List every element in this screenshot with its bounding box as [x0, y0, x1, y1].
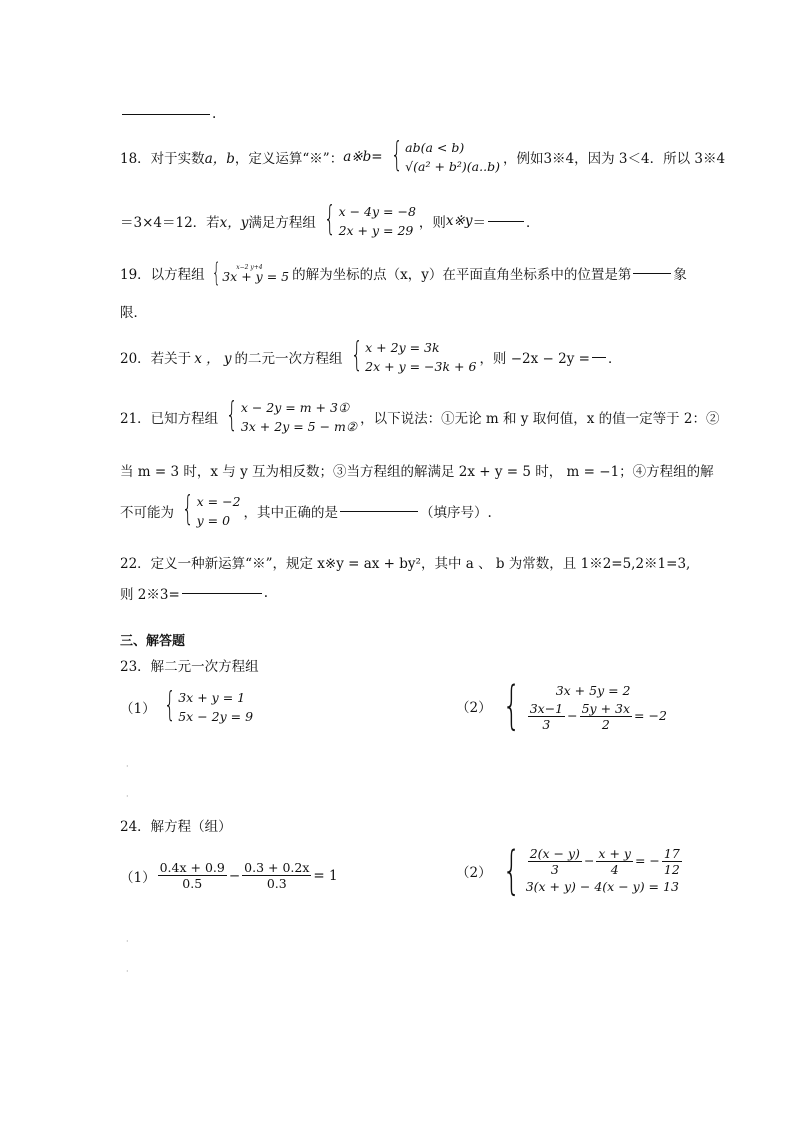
scan-dot: ·	[126, 937, 129, 946]
q20-prefix: 20．若关于	[120, 351, 192, 367]
q24-p2-sys2: 3(x + y) − 4(x − y) = 13	[525, 878, 679, 894]
q24-p2-frac1	[528, 846, 582, 877]
q19-text: 的解为坐标的点（x，y）在平面直角坐标系中的位置是第	[292, 267, 632, 283]
q21-sys2: 3x + 2y = 5 − m②	[240, 419, 358, 434]
q18-case1: ab(a < b)	[405, 140, 465, 155]
q21-line3-c: （填序号）.	[420, 505, 492, 521]
section-heading	[120, 630, 185, 649]
scan-dot: ·	[126, 792, 129, 801]
scan-dot: ·	[126, 762, 129, 771]
q24-p2-num2: x + y	[598, 845, 631, 861]
q21-line2	[120, 460, 714, 480]
q18-line2-d: ＝	[472, 215, 486, 231]
brace-icon: {	[502, 841, 521, 901]
q23-p1-label: （1）	[120, 701, 156, 717]
q24-p2-den3: 12	[663, 861, 680, 877]
q24-p1-num1: 0.4x + 0.9	[159, 860, 225, 875]
q22-line1-text: 22．定义一种新运算“※”，规定 x※y = ax + by²，其中 a 、 b 为常数，且 1※2=5,2※1=3,	[120, 556, 691, 572]
q23-p2-label: （2）	[456, 700, 492, 716]
q24-p2-num3: 17	[663, 845, 680, 861]
q19-line2-text: 限．	[120, 305, 147, 321]
brace-icon: {	[350, 335, 363, 375]
q18-case2: √(a² + b²)(a..b)	[405, 159, 500, 174]
q24-part1	[120, 860, 338, 891]
q17-tail-line	[120, 106, 216, 122]
answer-blank	[122, 113, 210, 115]
answer-blank	[340, 510, 418, 512]
q20-vars: x ， y	[194, 351, 232, 367]
q18-line2-b: 满足方程组	[248, 215, 316, 231]
q18-expr: a※b=	[343, 149, 383, 165]
brace-icon: {	[323, 199, 336, 239]
q23-p2-system	[495, 676, 667, 736]
q23-p2-den2: 2	[601, 716, 610, 732]
q18-piecewise	[386, 135, 500, 176]
q22-line2-a: 则 2※3=	[120, 587, 180, 603]
q23-p2-num1: 3x−1	[529, 700, 564, 716]
brace-icon: {	[211, 258, 221, 288]
q20-line	[120, 335, 622, 376]
q24-p2-frac3	[662, 846, 682, 877]
q20-sys2: 2x + y = −3k + 6	[365, 359, 477, 374]
q21-sys4: y = 0	[196, 513, 231, 528]
answer-blank	[633, 272, 671, 274]
q18-sys1: x − 4y = −8	[338, 204, 416, 219]
q24-p2-minus: −	[583, 853, 595, 868]
q20-system	[346, 335, 477, 376]
q24-p1-den2: 0.3	[266, 876, 287, 891]
q18-line2-c: ，则	[418, 215, 446, 231]
brace-icon: {	[163, 685, 176, 725]
q19-end: 象	[673, 267, 687, 283]
q18-prefix: 18．对于实数	[120, 151, 205, 167]
q23-p2-sys1: 3x + 5y = 2	[555, 682, 631, 698]
section-title: 三、解答题	[120, 634, 186, 649]
q24-p1-den1: 0.5	[182, 876, 203, 891]
q18-vars: a，b	[204, 151, 235, 167]
q19-line2	[120, 301, 147, 321]
q20-sys1: x + 2y = 3k	[365, 340, 440, 355]
q21-line2-text: 当 m = 3 时，x 与 y 互为相反数；③当方程组的解满足 2x + y = 5 时， m = −1；④方程组的解	[120, 464, 714, 480]
q23-title-text: 23．解二元一次方程组	[120, 659, 259, 675]
q21-answer-system	[177, 489, 241, 530]
q23-p1-system	[159, 685, 254, 726]
brace-icon: {	[181, 489, 194, 529]
q24-part2	[456, 841, 687, 901]
q19-system	[208, 260, 289, 286]
q21-sys1: x − 2y = m + 3①	[240, 400, 350, 415]
scan-dot: ·	[126, 967, 129, 976]
q23-part2	[456, 676, 670, 736]
q20-end: ．	[607, 351, 622, 367]
q23-p1-sys2: 5x − 2y = 9	[178, 709, 254, 724]
q22-line1	[120, 552, 690, 572]
q24-p1-frac2	[242, 860, 311, 891]
q21-line3-b: ，其中正确的是	[243, 505, 339, 521]
q20-text: 的二元一次方程组	[234, 351, 343, 367]
q23-p2-minus: −	[567, 708, 578, 723]
q18-line2-expr: x※y	[445, 213, 473, 229]
q23-p2-frac2	[580, 701, 632, 732]
brace-icon: {	[390, 135, 403, 175]
q24-p2-label: （2）	[456, 865, 492, 881]
answer-blank	[592, 356, 606, 358]
q18-line2-end: ．	[525, 215, 540, 231]
q21-line3	[120, 489, 492, 530]
q23-p2-num2: 5y + 3x	[581, 700, 631, 716]
q19-eq: 3x + y = 5	[222, 268, 290, 284]
q22-line2	[120, 583, 268, 603]
q23-p2-eq2	[526, 701, 667, 732]
q19-line1	[120, 260, 687, 286]
brace-icon: {	[226, 395, 238, 435]
q23-p2-frac1	[528, 701, 565, 732]
q18-line1	[120, 135, 726, 176]
q24-title-text: 24．解方程（组）	[120, 819, 232, 835]
answer-blank	[182, 592, 262, 594]
q18-line2	[120, 199, 540, 240]
q21-line3-a: 不可能为	[120, 505, 174, 521]
q21-prefix: 21．已知方程组	[120, 411, 219, 427]
q24-p1-minus: −	[228, 867, 241, 884]
q23-p2-rhs: = −2	[634, 708, 667, 723]
q24-p1-label: （1）	[120, 869, 156, 886]
brace-icon: {	[502, 676, 521, 736]
q24-p2-eq1	[526, 846, 684, 877]
q22-line2-b: .	[263, 585, 269, 601]
q24-p2-num1: 2(x − y)	[529, 845, 580, 861]
q17-period: .	[212, 106, 217, 122]
q24-p2-den2: 4	[610, 861, 619, 877]
q23-title	[120, 655, 259, 675]
q24-p2-eq: = −	[634, 853, 660, 868]
q23-part1	[120, 685, 256, 726]
q18-system	[319, 199, 416, 240]
q20-tail: ，则 −2x − 2y =	[479, 351, 590, 367]
q19-eq-top: x−2 y+4	[236, 263, 263, 271]
q19-prefix: 19．以方程组	[120, 267, 205, 283]
q18-define: ，定义运算“※”：	[234, 151, 344, 167]
q21-sys3: x = −2	[196, 494, 241, 509]
q24-p2-den1: 3	[550, 861, 559, 877]
q24-p1-rhs: = 1	[313, 867, 338, 884]
q24-title	[120, 815, 232, 835]
q21-system	[221, 395, 358, 436]
q18-example: ，例如3※4，因为 3＜4．所以 3※4	[502, 151, 726, 167]
q18-sys2: 2x + y = 29	[338, 223, 414, 238]
q18-line2-vars: x，y	[219, 215, 249, 231]
q24-p2-system	[495, 841, 684, 901]
q24-p2-frac2	[596, 846, 633, 877]
q23-p1-sys1: 3x + y = 1	[178, 690, 246, 705]
q24-p1-frac1	[158, 860, 227, 891]
q21-text1: ，以下说法：①无论 m 和 y 取何值，x 的值一定等于 2：②	[360, 411, 720, 427]
q23-p2-den1: 3	[542, 716, 551, 732]
q18-line2-a: ＝3×4＝12．若	[120, 215, 220, 231]
q21-line1	[120, 395, 720, 436]
answer-blank	[488, 220, 524, 222]
q24-p1-num2: 0.3 + 0.2x	[244, 860, 310, 875]
